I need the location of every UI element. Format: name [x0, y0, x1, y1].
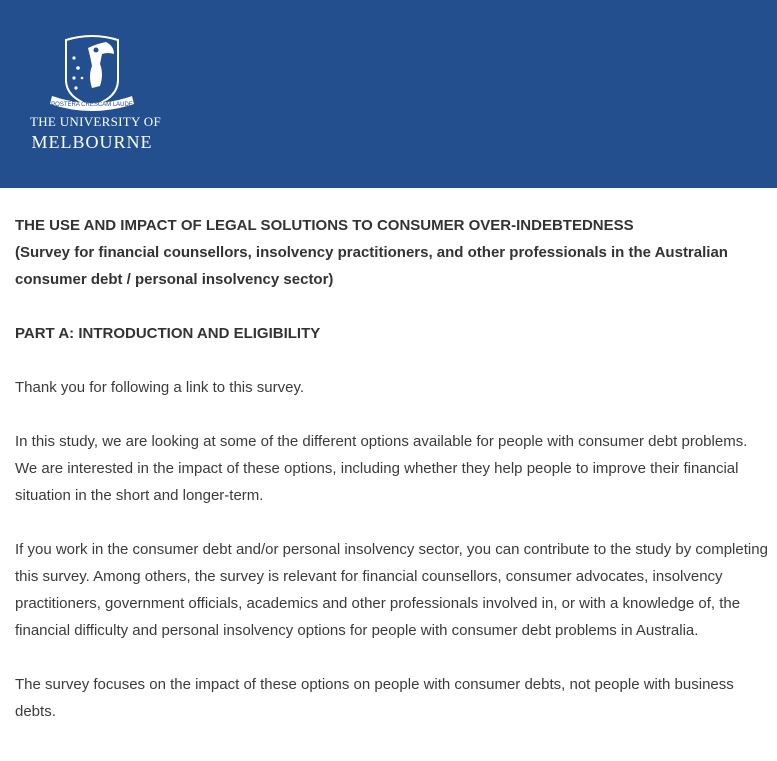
university-logo[interactable]: [30, 34, 161, 158]
survey-subtitle: (Survey for financial counsellors, insolvency practitioners, and other professionals in the Australian consumer debt / personal insolvency sector): [15, 244, 728, 288]
survey-title: THE USE AND IMPACT OF LEGAL SOLUTIONS TO CONSUMER OVER-INDEBTEDNESS: [15, 217, 634, 234]
survey-title-block: [15, 212, 770, 293]
header-banner: [0, 0, 777, 188]
crest-icon: [30, 34, 154, 114]
intro-paragraph: The survey focuses on the impact of these options on people with consumer debts, not people with business debts.: [15, 676, 734, 720]
part-heading: PART A: INTRODUCTION AND ELIGIBILITY: [15, 325, 321, 342]
logo-line-university-of: THE UNIVERSITY OF: [30, 114, 161, 129]
intro-paragraph: If you work in the consumer debt and/or personal insolvency sector, you can contribute to the study by completing this survey. Among others, the survey is relevant for financial counsellors, consumer advocates, insolvency practitioners, government officials, academics and other professionals involved in, or with a knowledge of, the financial difficulty and personal insolvency options for people with consumer debt problems in Australia.: [15, 541, 768, 639]
intro-paragraph: In this study, we are looking at some of the different options available for people with consumer debt problems. We are interested in the impact of these options, including whether they help people to improve their financial situation in the short and longer-term.: [15, 433, 748, 504]
intro-paragraph: Thank you for following a link to this survey.: [15, 379, 305, 396]
logo-line-melbourne: MELBOURNE: [31, 132, 153, 152]
motto-text: POSTERA CRESCAM LAUDE: [51, 102, 133, 108]
survey-intro: [15, 212, 770, 752]
